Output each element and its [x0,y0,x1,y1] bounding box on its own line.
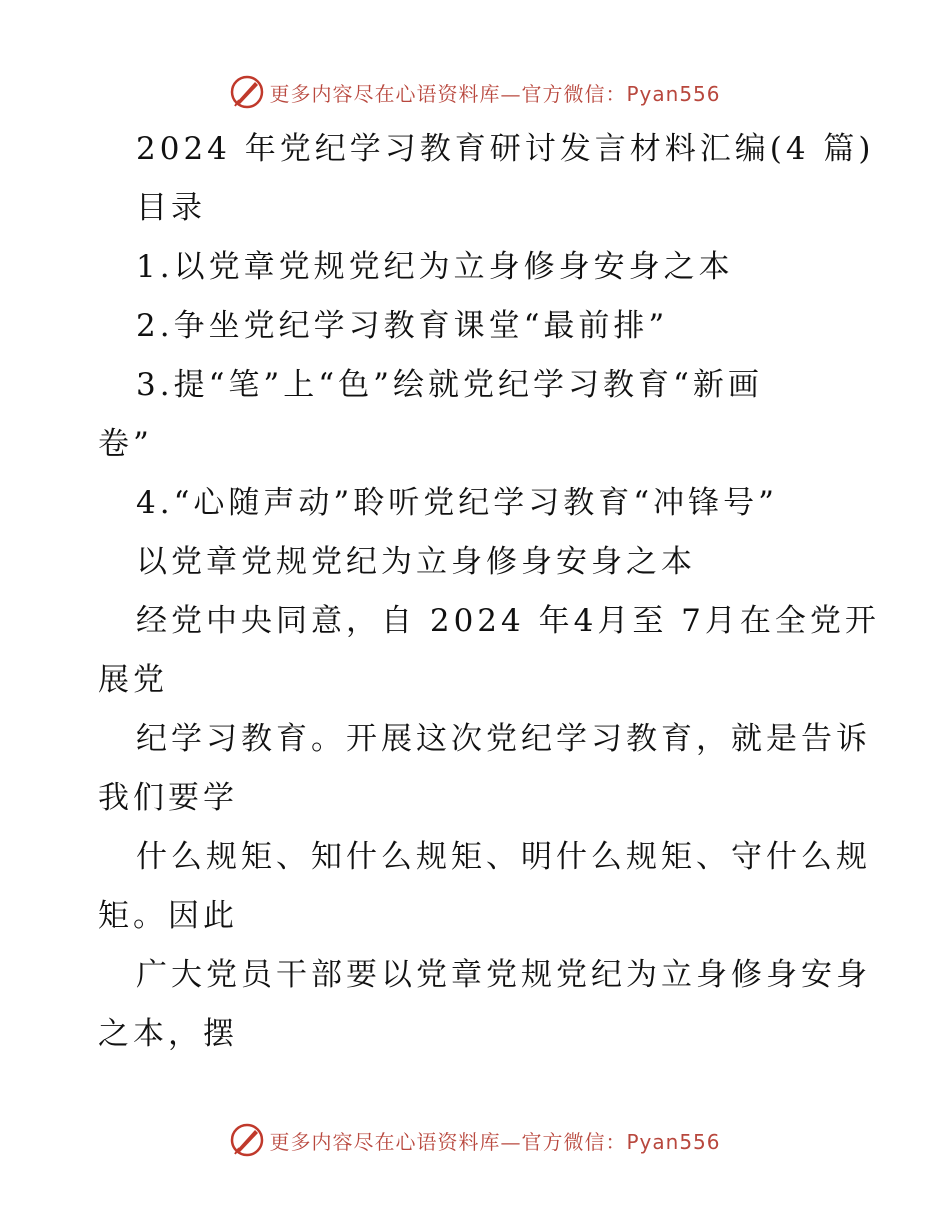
text-line: 4.“心随声动”聆听党纪学习教育“冲锋号” [136,485,778,521]
quill-logo-icon [229,74,265,110]
banner-text: 更多内容尽在心语资料库—官方微信：Pyan556 [269,1129,721,1154]
text-line: 2.争坐党纪学习教育课堂“最前排” [136,308,669,344]
wechat-id: Pyan556 [626,81,721,106]
text-line: 我们要学 [98,780,238,816]
text-line: 纪学习教育。开展这次党纪学习教育，就是告诉 [136,721,871,757]
text-line: 什么规矩、知什么规矩、明什么规矩、守什么规 [136,839,871,875]
text-line: 展党 [98,662,168,698]
text-line: 经党中央同意，自 2024 年4月至 7月在全党开 [136,603,880,639]
text-line: 3.提“笔”上“色”绘就党纪学习教育“新画 [136,367,763,403]
text-line: 目录 [136,190,206,226]
quill-logo-icon [229,1122,265,1158]
text-line: 广大党员干部要以党章党规党纪为立身修身安身 [136,957,871,993]
wechat-id: Pyan556 [626,1129,721,1154]
footer-banner [0,1120,950,1160]
banner-text: 更多内容尽在心语资料库—官方微信：Pyan556 [269,81,721,106]
text-line: 矩。因此 [98,898,238,934]
text-line: 2024 年党纪学习教育研讨发言材料汇编(4 篇) [136,131,875,167]
text-line: 以党章党规党纪为立身修身安身之本 [136,544,696,580]
text-line: 之本，摆 [98,1016,238,1052]
text-line: 卷” [98,426,153,462]
header-banner [0,72,950,112]
text-line: 1.以党章党规党纪为立身修身安身之本 [136,249,734,285]
document-body [98,120,880,1064]
